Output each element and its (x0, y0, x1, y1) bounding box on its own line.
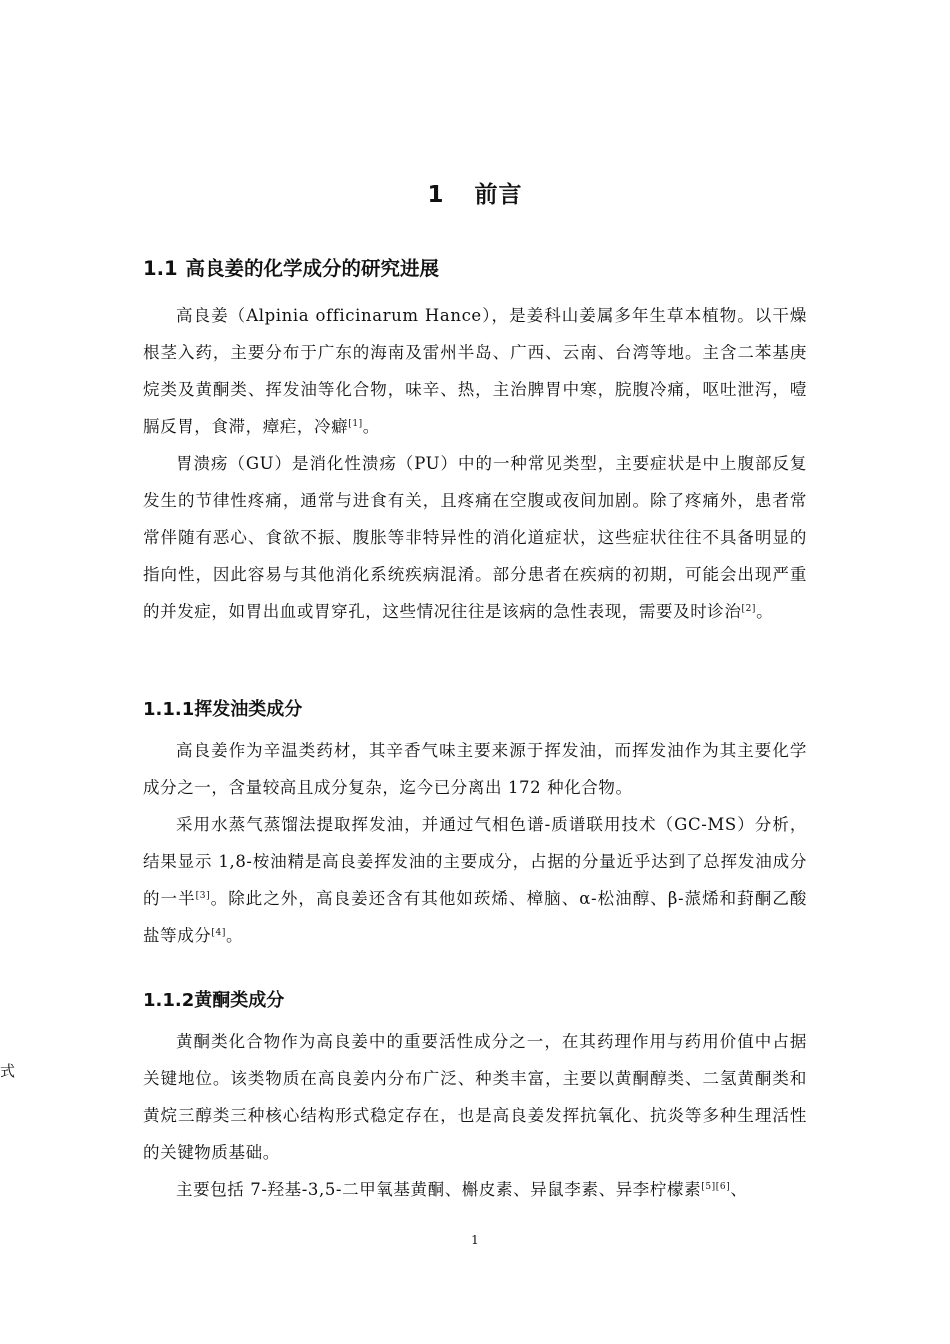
section-number: 1.1.2 (143, 990, 195, 1011)
paragraph-text: 胃溃疡（GU）是消化性溃疡（PU）中的一种常见类型，主要症状是中上腹部反复发生的节律性疼痛，通常与进食有关，且疼痛在空腹或夜间加剧。除了疼痛外，患者常常伴随有恶心、食欲不振、腹胀等非特异性的消化道症状，这些症状往往不具备明显的指向性，因此容易与其他消化系统疾病混淆。部分患者在疾病的初期，可能会出现严重的并发症，如胃出血或胃穿孔，这些情况往往是该病的急性表现，需要及时诊治 (143, 454, 807, 621)
section-title: 黄酮类成分 (194, 990, 285, 1011)
paragraph-gcms-analysis (143, 806, 807, 954)
section-number: 1.1.1 (143, 699, 195, 720)
paragraph-end: 。 (225, 926, 244, 945)
chapter-title (0, 176, 950, 209)
paragraph-alpinia-intro (143, 297, 807, 445)
citation: [2] (741, 604, 757, 614)
section-heading-1-1-2 (143, 986, 284, 1012)
section-heading-1-1 (143, 253, 439, 281)
section-title: 高良姜的化学成分的研究进展 (185, 257, 440, 280)
section-title: 挥发油类成分 (194, 699, 303, 720)
paragraph-flavonoid-list (143, 1171, 807, 1208)
paragraph-text: 黄酮类化合物作为高良姜中的重要活性成分之一，在其药理作用与药用价值中占据关键地位。该类物质在高良姜内分布广泛、种类丰富，主要以黄酮醇类、二氢黄酮类和黄烷三醇类三种核心结构形式稳定存在，也是高良姜发挥抗氧化、抗炎等多种生理活性的关键物质基础。 (143, 1032, 807, 1162)
citation: [1] (348, 419, 363, 429)
paragraph-flavonoids (143, 1023, 807, 1171)
paragraph-end: 。 (362, 417, 380, 436)
paragraph-text: 采用水蒸气蒸馏法提取挥发油，并通过气相色谱-质谱联用技术（GC-MS）分析，结果显示 1,8-桉油精是高良姜挥发油的主要成分，占据的分量近乎达到了总挥发油成分的一半 (143, 815, 807, 908)
section-number: 1.1 (143, 257, 178, 280)
paragraph-text: 高良姜作为辛温类药材，其辛香气味主要来源于挥发油，而挥发油作为其主要化学成分之一，含量较高且成分复杂，迄今已分离出 172 种化合物。 (143, 741, 807, 797)
paragraph-text: 。除此之外，高良姜还含有其他如莰烯、樟脑、α-松油醇、β-蒎烯和葑酮乙酸盐等成分 (143, 889, 807, 945)
paragraph-text: 主要包括 7-羟基-3,5-二甲氧基黄酮、槲皮素、异鼠李素、异李柠檬素 (176, 1180, 702, 1199)
paragraph-text: 高良姜（Alpinia officinarum Hance），是姜科山姜属多年生草本植物。以干燥根茎入药，主要分布于广东的海南及雷州半岛、广西、云南、台湾等地。主含二苯基庚烷类及黄酮类、挥发油等化合物，味辛、热，主治脾胃中寒，脘腹冷痛，呕吐泄泻，噎膈反胃，食滞，瘴疟，冷癖 (143, 306, 807, 436)
citation: [5][6] (701, 1182, 731, 1192)
chapter-title-text: 前言 (474, 182, 523, 208)
margin-text: 式 (0, 1062, 16, 1080)
chapter-number: 1 (427, 182, 445, 208)
section-heading-1-1-1 (143, 695, 302, 721)
paragraph-end: 。 (756, 602, 774, 621)
paragraph-end: 、 (730, 1180, 748, 1199)
page-number: 1 (471, 1233, 479, 1247)
citation: [3] (195, 891, 211, 901)
paragraph-gastric-ulcer (143, 445, 807, 630)
citation: [4] (211, 928, 226, 938)
paragraph-volatile-oil (143, 732, 807, 806)
